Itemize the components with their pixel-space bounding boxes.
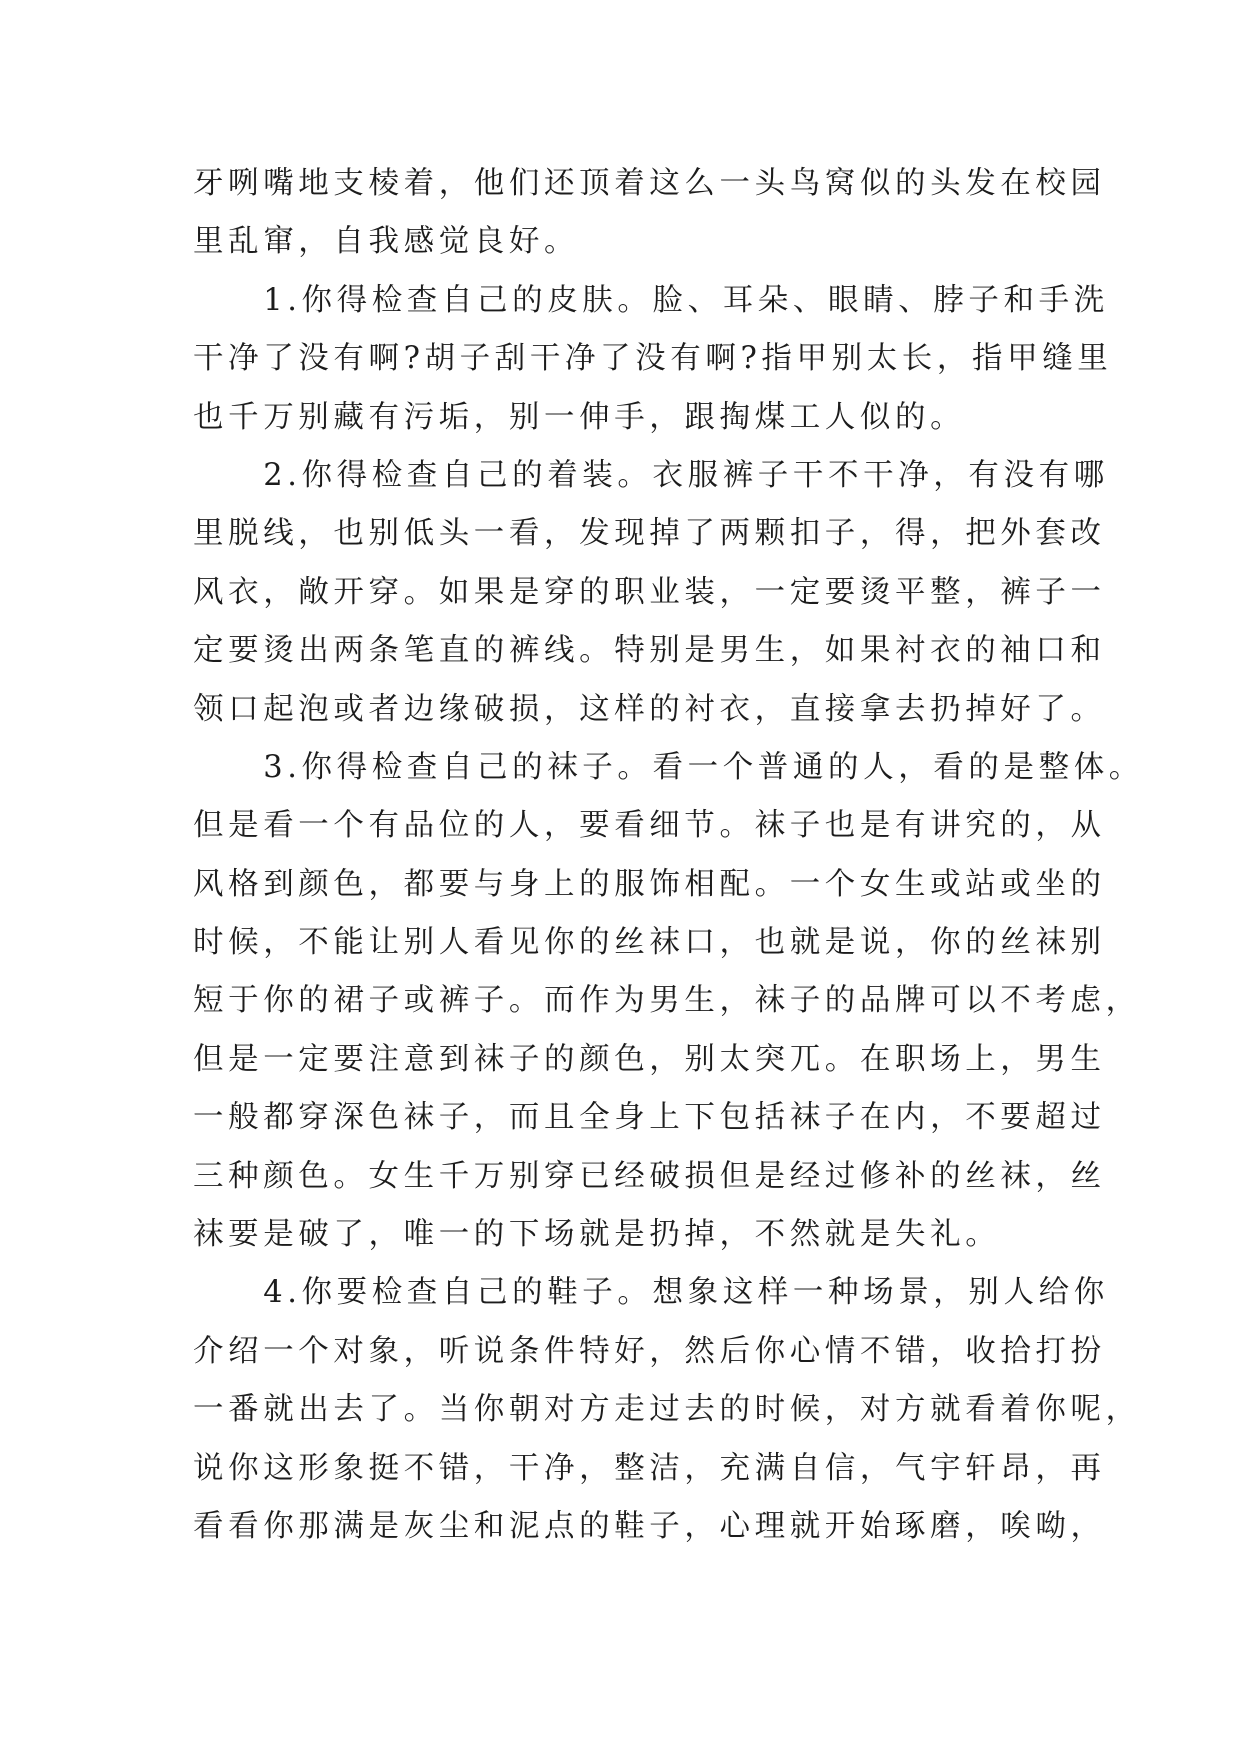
text-line: 一般都穿深色袜子，而且全身上下包括袜子在内，不要超过: [193, 1100, 1106, 1136]
text-line: 也千万别藏有污垢，别一伸手，跟掏煤工人似的。: [193, 399, 966, 435]
text-line: 里乱窜，自我感觉良好。: [193, 224, 580, 260]
text-line: 领口起泡或者边缘破损，这样的衬衣，直接拿去扔掉好了。: [193, 691, 1106, 727]
body-text: [193, 155, 1144, 1556]
text-line: 里脱线，也别低头一看，发现掉了两颗扣子，得，把外套改: [193, 516, 1106, 552]
text-line: 风衣，敞开穿。如果是穿的职业装，一定要烫平整，裤子一: [193, 574, 1106, 610]
text-line: 袜要是破了，唯一的下场就是扔掉，不然就是失礼。: [193, 1217, 1001, 1253]
text-line: 但是一定要注意到袜子的颜色，别太突兀。在职场上，男生: [193, 1041, 1106, 1077]
text-line: 三种颜色。女生千万别穿已经破损但是经过修补的丝袜，丝: [193, 1158, 1106, 1194]
text-line: 2.你得检查自己的着装。衣服裤子干不干净，有没有哪: [193, 457, 1109, 493]
text-line: 但是看一个有品位的人，要看细节。袜子也是有讲究的，从: [193, 808, 1106, 844]
text-line: 4.你要检查自己的鞋子。想象这样一种场景，别人给你: [193, 1275, 1109, 1311]
text-line: 3.你得检查自己的袜子。看一个普通的人，看的是整体。: [193, 749, 1144, 785]
text-line: 一番就出去了。当你朝对方走过去的时候，对方就看着你呢，: [193, 1392, 1141, 1428]
text-line: 看看你那满是灰尘和泥点的鞋子，心理就开始琢磨，唉呦，: [193, 1508, 1106, 1544]
text-line: 风格到颜色，都要与身上的服饰相配。一个女生或站或坐的: [193, 866, 1106, 902]
text-line: 牙咧嘴地支棱着，他们还顶着这么一头鸟窝似的头发在校园: [193, 166, 1106, 201]
text-line: 说你这形象挺不错，干净，整洁，充满自信，气宇轩昂，再: [193, 1450, 1106, 1486]
text-line: 1.你得检查自己的皮肤。脸、耳朵、眼睛、脖子和手洗: [193, 282, 1109, 318]
text-line: 时候，不能让别人看见你的丝袜口，也就是说，你的丝袜别: [193, 925, 1106, 961]
text-line: 短于你的裙子或裤子。而作为男生，袜子的品牌可以不考虑，: [193, 983, 1141, 1019]
text-line: 定要烫出两条笔直的裤线。特别是男生，如果衬衣的袖口和: [193, 633, 1106, 669]
text-line: 干净了没有啊?胡子刮干净了没有啊?指甲别太长，指甲缝里: [193, 341, 1113, 377]
text-line: 介绍一个对象，听说条件特好，然后你心情不错，收拾打扮: [193, 1333, 1106, 1369]
